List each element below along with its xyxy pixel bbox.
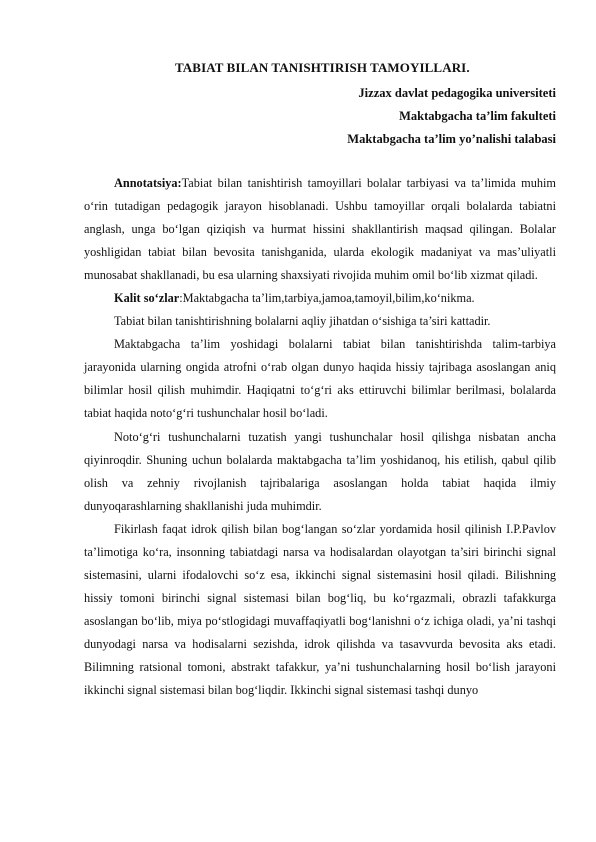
keywords-text: :Maktabgacha ta’lim,tarbiya,jamoa,tamoyil,bilim,ko‘nikma. (179, 291, 475, 306)
document-title: TABIAT BILAN TANISHTIRISH TAMOYILLARI. (175, 60, 470, 75)
keywords-label: Kalit so‘zlar (114, 291, 180, 306)
affiliation-faculty: Maktabgacha ta’lim fakulteti (399, 109, 556, 123)
annotation-label: Annotatsiya: (114, 176, 182, 190)
body-paragraph-4: Fikirlash faqat idrok qilish bilan bog‘langan so‘zlar yordamida hosil qilinish I.P.Pavlov ta’limotiga ko‘ra, insonning tabiatdagi narsa va hodisalardan olayotgan ta’siri birinchi signal sistemasini, ularni ifodalovchi so‘z esa, ikkinchi signal sistemasini hosil qiladi. Bilishning hissiy tomoni birinchi signal sistemasi bilan bog‘liq, bu ko‘rgazmali, obrazli tafakkurga asoslangan bo‘lib, miya po‘stlogidagi muvaffaqiyatli bog‘lanishni o‘z ichiga oladi, ya’ni tashqi dunyodagi narsa va hodisalarni sezishda, idrok qilishda va tasavvurda bevosita aks etadi. Bilimning ratsional tomoni, abstrakt tafakkur, ya’ni tushunchalarning hosil bo‘lish jarayoni ikkinchi signal sistemasi bilan bog‘liqdir. Ikkinchi signal sistemasi tashqi dunyo (84, 521, 556, 698)
body-paragraph-2: Maktabgacha ta’lim yoshidagi bolalarni tabiat bilan tanishtirishda talim-tarbiya jarayonida ularning ongida atrofni o‘rab olgan dunyo haqida hissiy tajribaga asoslangan aniq bilimlar hosil qilish muhimdir. Haqiqatni to‘g‘ri aks ettiruvchi bilimlar berilmasi, bolalarda tabiat haqida noto‘g‘ri tushunchalar hosil bo‘ladi. (84, 337, 556, 421)
body-paragraph-1: Tabiat bilan tanishtirishning bolalarni aqliy jihatdan o‘sishiga ta’siri kattadir. (114, 314, 491, 329)
affiliation-program: Maktabgacha ta’lim yo’nalishi talabasi (347, 132, 556, 146)
document-body (84, 172, 556, 702)
affiliation-university: Jizzax davlat pedagogika universiteti (358, 86, 556, 100)
keywords-paragraph (84, 287, 556, 310)
annotation-text: Tabiat bilan tanishtirish tamoyillari bolalar tarbiyasi va ta’limida muhim o‘rin tutadigan pedagogik jarayon hisoblanadi. Ushbu tamoyillar orqali bolalarda tabiatni anglash, unga bo‘lgan qiziqish va hurmat hissini shakllantirish maqsad qilingan. Bolalar yoshligidan tabiat bilan bevosita tanishganida, ularda ekologik madaniyat va mas’uliyatli munosabat shakllanadi, bu esa ularning shaxsiyati rivojida muhim omil bo‘lib xizmat qiladi. (84, 176, 556, 283)
body-paragraph-3: Noto‘g‘ri tushunchalarni tuzatish yangi tushunchalar hosil qilishga nisbatan ancha qiyinroqdir. Shuning uchun bolalarda maktabgacha ta’lim yoshidanoq, his etilish, qabul qilib olish va zehniy rivojlanish tajribalariga asoslangan holda tabiat haqida ilmiy dunyoqarashlarning shakllanishi juda muhimdir. (84, 429, 556, 513)
annotation-paragraph (84, 172, 556, 287)
